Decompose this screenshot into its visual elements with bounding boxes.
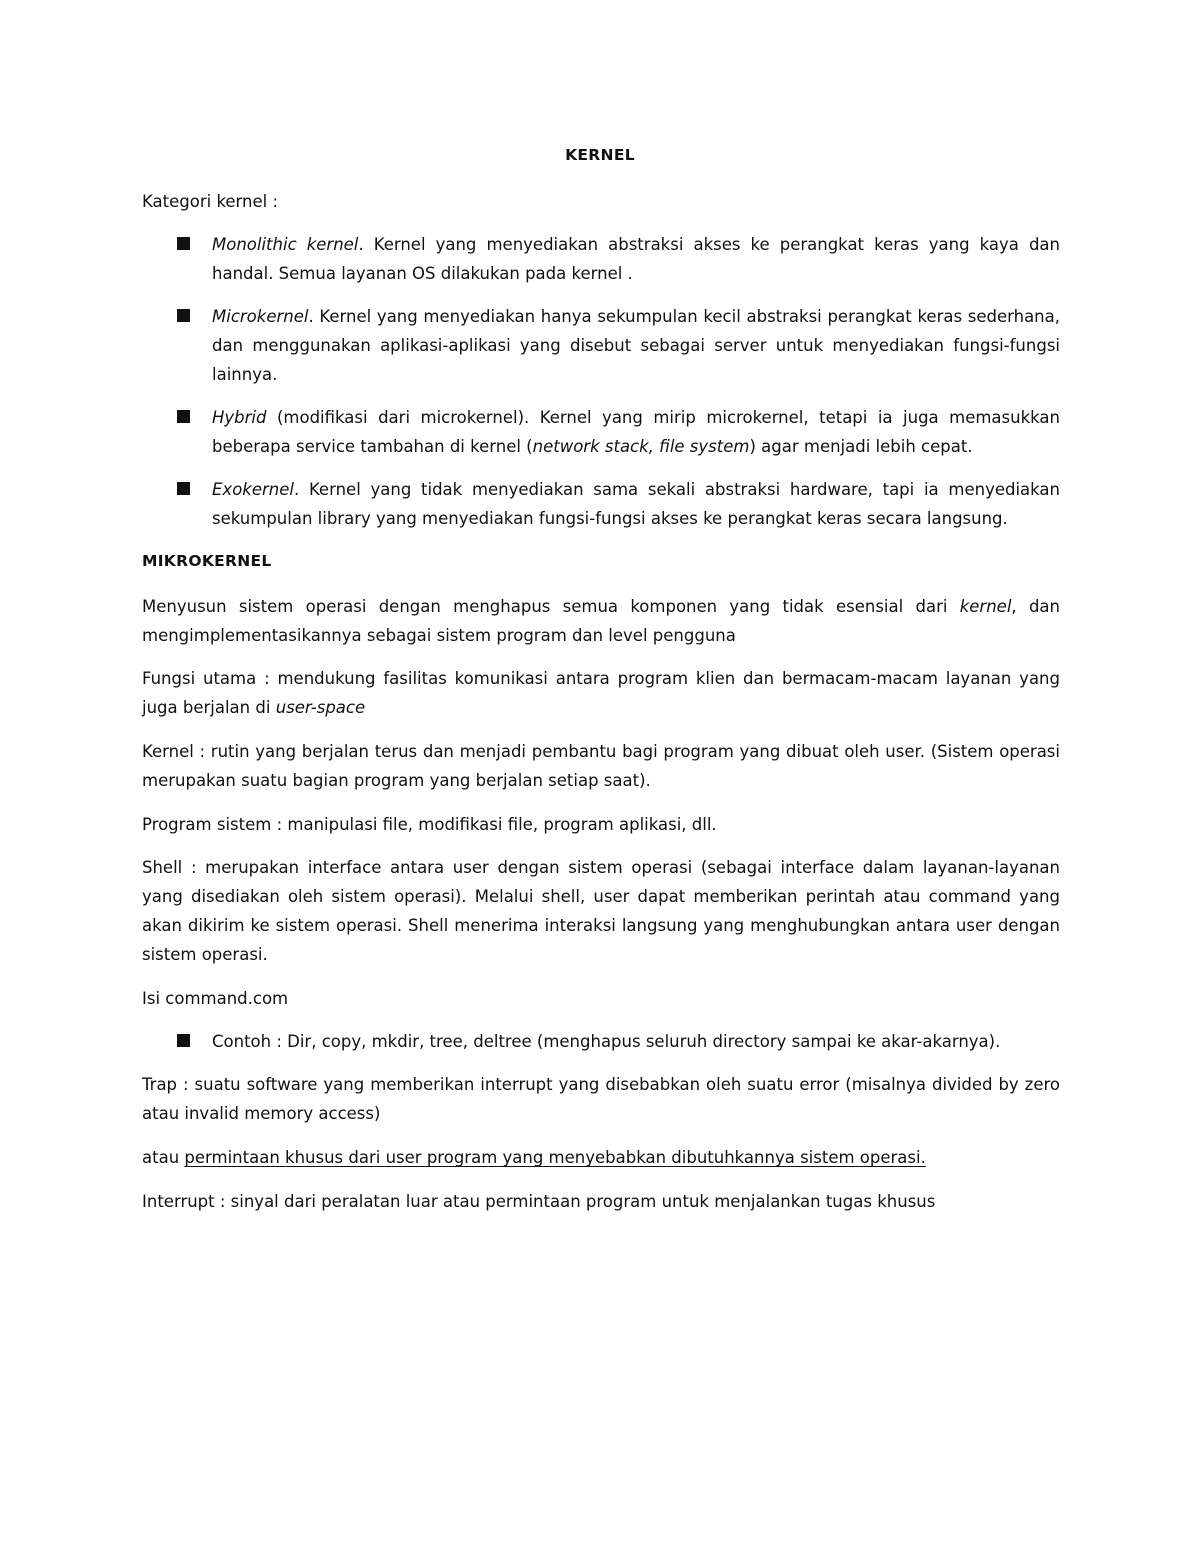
paragraph: Interrupt : sinyal dari peralatan luar atau permintaan program untuk menjalankan tugas khusus [142,1192,936,1211]
bullet-text: Monolithic kernel. Kernel yang menyediakan abstraksi akses ke perangkat keras yang kaya dan handal. Semua layanan OS dilakukan pada kernel . [212,235,1060,283]
square-bullet-icon [177,309,190,322]
paragraph: Fungsi utama : mendukung fasilitas komunikasi antara program klien dan bermacam-macam layanan yang juga berjalan di user-space [142,669,1060,717]
bullet-text: Hybrid (modifikasi dari microkernel). Kernel yang mirip microkernel, tetapi ia juga memasukkan beberapa service tambahan di kernel (network stack, file system) agar menjadi lebih cepat. [212,408,1060,456]
paragraph: Isi command.com [142,989,289,1008]
square-bullet-icon [177,237,190,250]
kategori-label: Kategori kernel : [142,192,279,211]
paragraph: atau permintaan khusus dari user program yang menyebabkan dibutuhkannya sistem operasi. [142,1148,926,1167]
paragraph: Trap : suatu software yang memberikan interrupt yang disebabkan oleh suatu error (misalnya divided by zero atau invalid memory access) [142,1075,1060,1123]
paragraph: Shell : merupakan interface antara user dengan sistem operasi (sebagai interface dalam layanan-layanan yang disediakan oleh sistem operasi). Melalui shell, user dapat memberikan perintah atau command yang akan dikirim ke sistem operasi. Shell menerima interaksi langsung yang menghubungkan antara user dengan sistem operasi. [142,858,1060,964]
bullet-text: Exokernel. Kernel yang tidak menyediakan sama sekali abstraksi hardware, tapi ia menyediakan sekumpulan library yang menyediakan fungsi-fungsi akses ke perangkat keras secara langsung. [212,480,1060,528]
square-bullet-icon [177,410,190,423]
square-bullet-icon [177,482,190,495]
bullet-text: Contoh : Dir, copy, mkdir, tree, deltree (menghapus seluruh directory sampai ke akar-akarnya). [212,1032,1001,1051]
square-bullet-icon [177,1034,190,1047]
paragraph: Program sistem : manipulasi file, modifikasi file, program aplikasi, dll. [142,815,717,834]
bullet-text: Microkernel. Kernel yang menyediakan hanya sekumpulan kecil abstraksi perangkat keras sederhana, dan menggunakan aplikasi-aplikasi yang disebut sebagai server untuk menyediakan fungsi-fungsi lainnya. [212,307,1060,384]
paragraph: Menyusun sistem operasi dengan menghapus semua komponen yang tidak esensial dari kernel, dan mengimplementasikannya sebagai sistem program dan level pengguna [142,597,1060,645]
document-title: KERNEL [565,146,635,164]
paragraph: Kernel : rutin yang berjalan terus dan menjadi pembantu bagi program yang dibuat oleh user. (Sistem operasi merupakan suatu bagian program yang berjalan setiap saat). [142,742,1060,790]
section-heading: MIKROKERNEL [142,552,272,570]
